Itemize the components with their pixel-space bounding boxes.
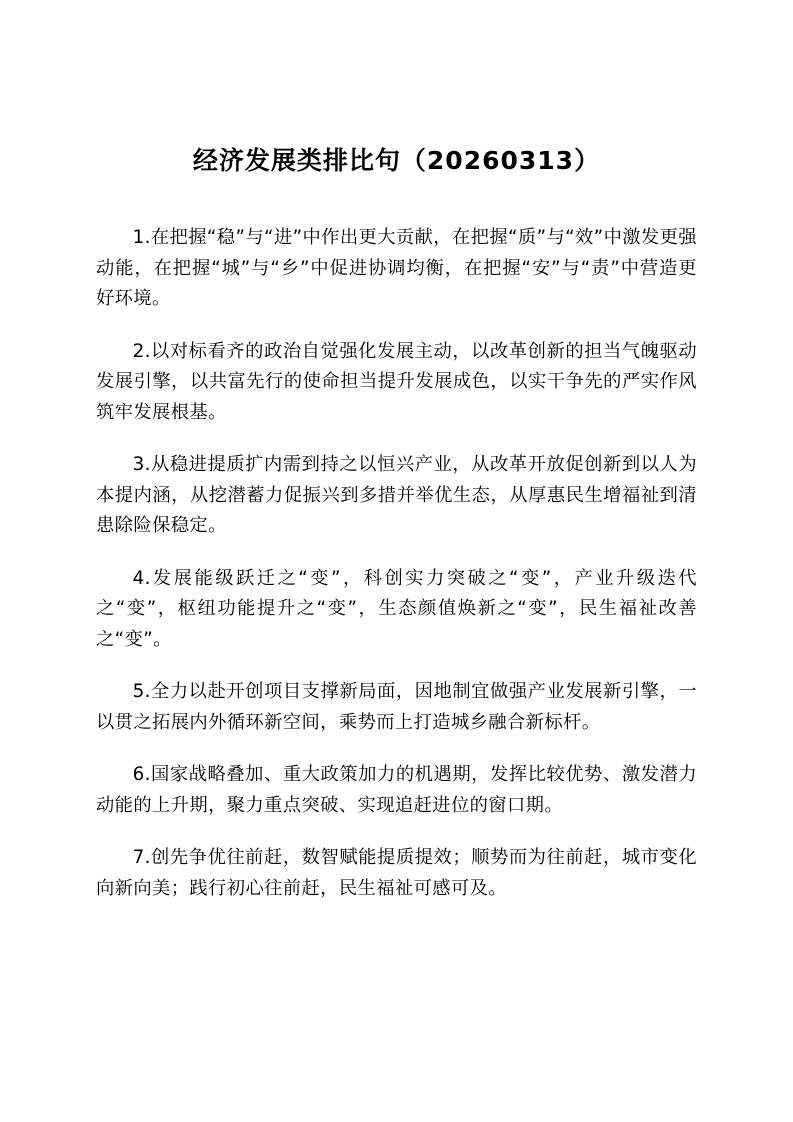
paragraph-5: 5.全力以赴开创项目支撑新局面，因地制宜做强产业发展新引擎，一以贯之拓展内外循环新空间，乘势而上打造城乡融合新标杆。	[96, 681, 697, 733]
paragraph-3: 3.从稳进提质扩内需到持之以恒兴产业，从改革开放促创新到以人为本提内涵，从挖潜蓄力促振兴到多措并举优生态，从厚惠民生增福祉到清患除险保稳定。	[96, 454, 697, 536]
paragraph-1: 1.在把握“稳”与“进”中作出更大贡献，在把握“质”与“效”中激发更强动能，在把握“城”与“乡”中促进协调均衡，在把握“安”与“责”中营造更好环境。	[96, 227, 697, 309]
paragraph-7: 7.创先争优往前赶，数智赋能提质提效；顺势而为往前赶，城市变化向新向美；践行初心往前赶，民生福祉可感可及。	[96, 847, 697, 899]
paragraph-2: 2.以对标看齐的政治自觉强化发展主动，以改革创新的担当气魄驱动发展引擎，以共富先行的使命担当提升发展成色，以实干争先的严实作风筑牢发展根基。	[96, 340, 697, 423]
document-body	[96, 223, 697, 926]
paragraph-4: 4.发展能级跃迁之“变”，科创实力突破之“变”，产业升级迭代之“变”，枢纽功能提升之“变”，生态颜值焕新之“变”，民生福祉改善之“变”。	[96, 567, 697, 650]
paragraph-6: 6.国家战略叠加、重大政策加力的机遇期，发挥比较优势、激发潜力动能的上升期，聚力重点突破、实现追赶进位的窗口期。	[96, 764, 697, 816]
document-title: 经济发展类排比句（20260313）	[192, 146, 601, 175]
